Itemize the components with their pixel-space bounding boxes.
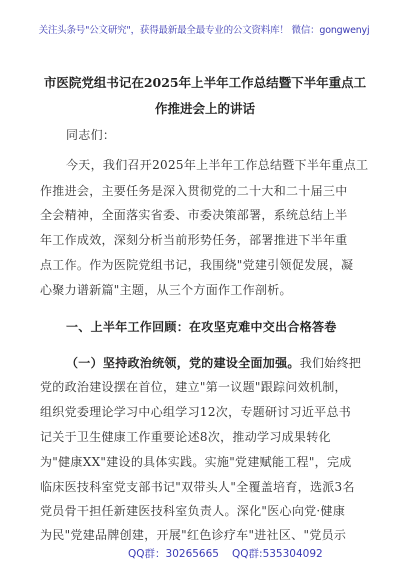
paragraph-line: 党的政治建设摆在首位，建立"第一议题"跟踪问效机制， (40, 380, 347, 394)
footer-qq-2: QQ群:535304092 (232, 548, 323, 560)
document-title-line-1: 市医院党组书记在2025年上半年工作总结暨下半年重点工 (43, 75, 367, 90)
subsection-text: 我们始终把 (299, 356, 362, 370)
subsection-first-line (66, 354, 361, 371)
paragraph-line: 记关于卫生健康工作重要论述8次，推动学习成果转化 (40, 430, 331, 444)
paragraph-line: 为民"党建品牌创建，开展"红色诊疗车"进社区、"党员示 (40, 528, 347, 542)
paragraph-line: 党员骨干担任新建医技科室负责人。深化"医心向党·健康 (40, 504, 346, 518)
promo-header: 关注头条号"公文研究"，获得最新最全最专业的公文资料库！ 微信：gongwenyj (38, 25, 370, 36)
paragraph-line: 今天，我们召开2025年上半年工作总结暨下半年重点工 (66, 158, 369, 172)
footer-qq-1: QQ群：30265665 (128, 548, 219, 560)
paragraph-line: 临床医技科室党支部书记"双带头人"全覆盖培育，选派3名 (40, 480, 355, 494)
greeting: 同志们： (66, 128, 116, 142)
paragraph-line: 点工作。作为医院党组书记，我围绕"党建引领促发展，凝 (40, 258, 354, 272)
paragraph-line: 全会精神，全面落实省委、市委决策部署，系统总结上半 (40, 208, 348, 222)
section-heading: 一、上半年工作回顾：在攻坚克难中交出合格答卷 (66, 320, 337, 334)
document-title-line-2: 作推进会上的讲话 (154, 101, 255, 116)
paragraph-line: 作推进会，主要任务是深入贯彻党的二十大和二十届三中 (40, 184, 348, 198)
paragraph-line: 心聚力谱新篇"主题，从三个方面作工作剖析。 (40, 283, 292, 297)
subsection-heading: （一）坚持政治统领，党的建设全面加强。 (66, 356, 300, 370)
paragraph-line: 为"健康XX"建设的具体实践。实施"党建赋能工程"，完成 (40, 455, 352, 469)
paragraph-line: 组织党委理论学习中心组学习12次，专题研讨习近平总书 (40, 405, 352, 419)
paragraph-line: 年工作成效，深刻分析当前形势任务，部署推进下半年重 (40, 233, 348, 247)
